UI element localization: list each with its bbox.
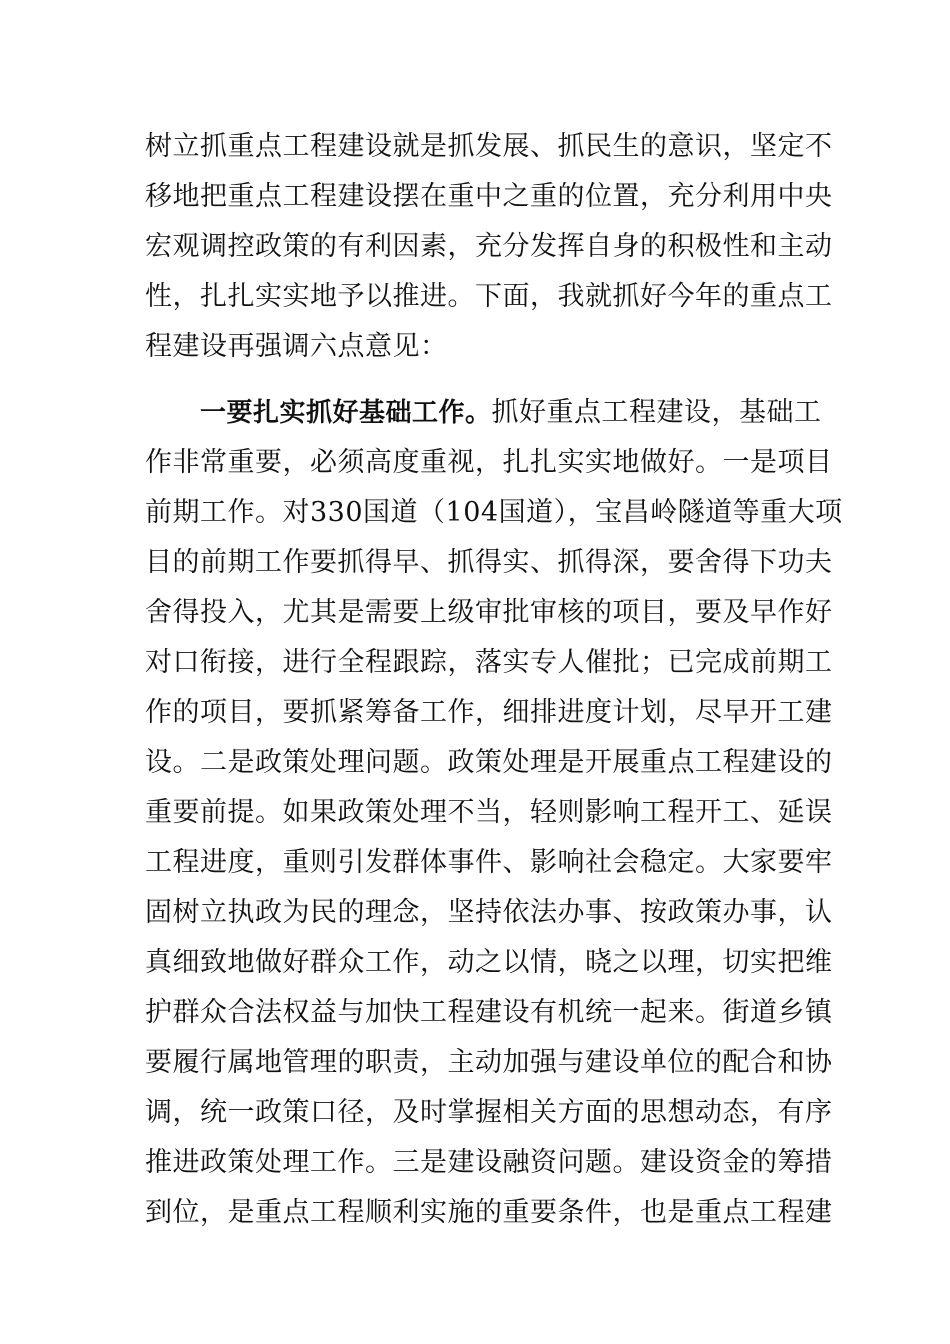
paragraph1-line-4: 性，扎扎实实地予以推进。下面，我就抓好今年的重点工 — [145, 281, 833, 312]
paragraph2-line-14: 要履行属地管理的职责，主动加强与建设单位的配合和协 — [145, 1047, 833, 1078]
paragraph2-line-6: 对口衔接，进行全程跟踪，落实专人催批；已完成前期工 — [145, 647, 833, 678]
paragraph2-line-7: 作的项目，要抓紧筹备工作，细排进度计划，尽早开工建 — [145, 697, 833, 728]
paragraph1-line-1: 树立抓重点工程建设就是抓发展、抓民生的意识，坚定不 — [145, 131, 833, 162]
paragraph2-line-16: 推进政策处理工作。三是建设融资问题。建设资金的筹措 — [145, 1147, 833, 1178]
paragraph2-line-9: 重要前提。如果政策处理不当，轻则影响工程开工、延误 — [145, 797, 833, 828]
paragraph2-line-2: 作非常重要，必须高度重视，扎扎实实地做好。一是项目 — [145, 447, 833, 478]
paragraph2-line-5: 舍得投入，尤其是需要上级审批审核的项目，要及早作好 — [145, 597, 833, 628]
paragraph2-line-4: 目的前期工作要抓得早、抓得实、抓得深，要舍得下功夫 — [145, 547, 833, 578]
paragraph2-line-10: 工程进度，重则引发群体事件、影响社会稳定。大家要牢 — [145, 847, 833, 878]
paragraph2-line-13: 护群众合法权益与加快工程建设有机统一起来。街道乡镇 — [145, 997, 833, 1028]
paragraph2-line-3: 前期工作。对330国道（104国道），宝昌岭隧道等重大项 — [145, 497, 843, 528]
section-heading: 一要扎实抓好基础工作。 — [200, 398, 492, 428]
paragraph2-line-12: 真细致地做好群众工作，动之以情，晓之以理，切实把维 — [145, 947, 833, 978]
paragraph2-first-line — [200, 393, 822, 433]
paragraph2-line-17: 到位，是重点工程顺利实施的重要条件，也是重点工程建 — [145, 1197, 833, 1228]
paragraph2-line-11: 固树立执政为民的理念，坚持依法办事、按政策办事，认 — [145, 897, 833, 928]
paragraph2-line-8: 设。二是政策处理问题。政策处理是开展重点工程建设的 — [145, 747, 833, 778]
paragraph1-line-5: 程建设再强调六点意见： — [145, 331, 448, 362]
paragraph1-line-3: 宏观调控政策的有利因素，充分发挥自身的积极性和主动 — [145, 231, 833, 262]
paragraph2-first-line-text: 抓好重点工程建设，基础工 — [491, 397, 822, 428]
paragraph1-line-2: 移地把重点工程建设摆在重中之重的位置，充分利用中央 — [145, 181, 833, 212]
paragraph2-line-15: 调，统一政策口径，及时掌握相关方面的思想动态，有序 — [145, 1097, 833, 1128]
